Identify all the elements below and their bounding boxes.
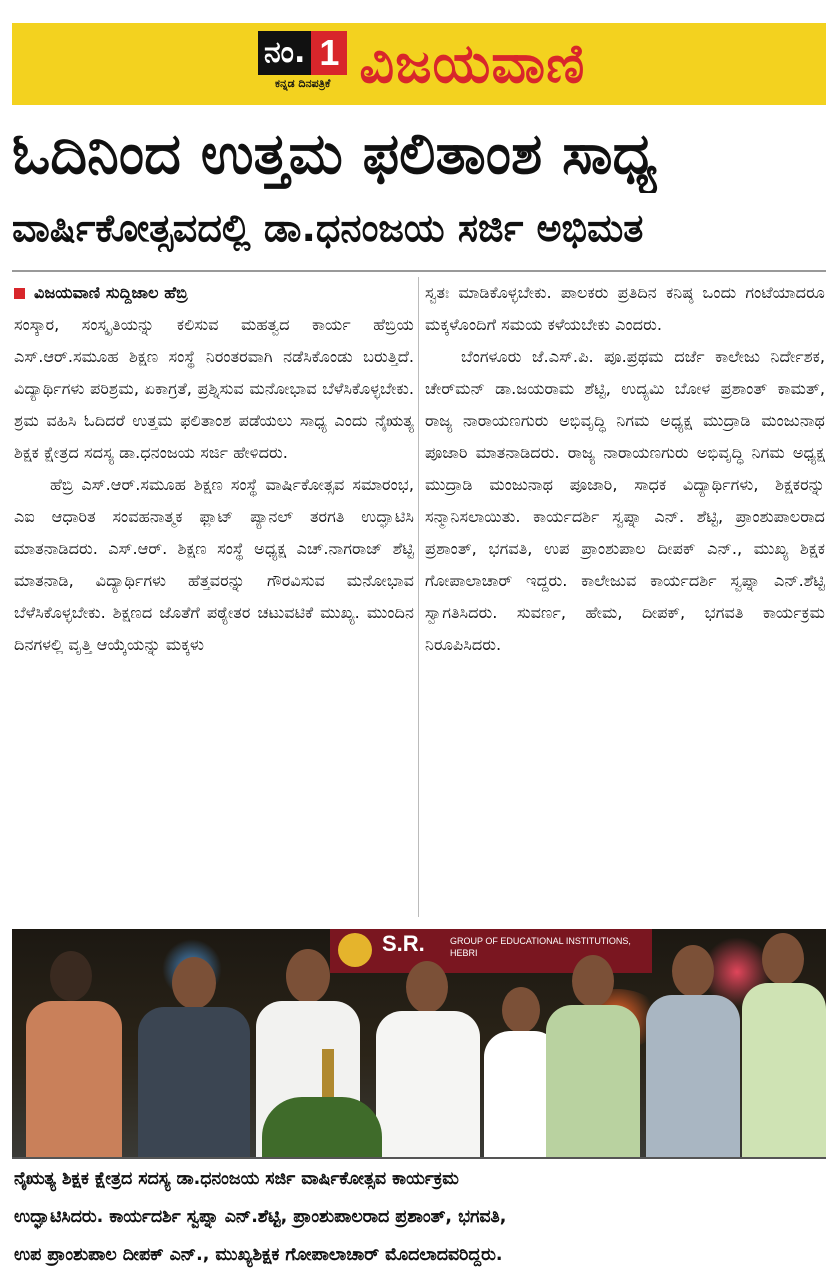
- no1-logo: [258, 31, 347, 91]
- paragraph-guests: ಬೆಂಗಳೂರು ಜೆ.ಎಸ್.ಪಿ. ಪೂ.ಪ್ರಥಮ ದರ್ಜೆ ಕಾಲೇಜು ನಿರ್ದೇಶಕ, ಚೇರ್‌ಮನ್ ಡಾ.ಜಯರಾಮ ಶೆಟ್ಟಿ, ಉದ್ಯಮಿ ಬೋಳ ಪ್ರಶಾಂತ್ ಕಾಮತ್, ರಾಜ್ಯ ನಾರಾಯಣಗುರು ಅಭಿವೃದ್ಧಿ ನಿಗಮ ಅಧ್ಯಕ್ಷ ಮುದ್ರಾಡಿ ಮಂಜುನಾಥ ಪೂಜಾರಿ ಮಾತನಾಡಿದರು. ರಾಜ್ಯ ನಾರಾಯಣಗುರು ಅಭಿವೃದ್ಧಿ ನಿಗಮ ಅಧ್ಯಕ್ಷ ಮುದ್ರಾಡಿ ಮಂಜುನಾಥ ಪೂಜಾರಿ, ಸಾಧಕ ವಿದ್ಯಾರ್ಥಿಗಳು, ಶಿಕ್ಷಕರನ್ನು ಸನ್ಮಾನಿಸಲಾಯಿತು. ಕಾರ್ಯದರ್ಶಿ ಸ್ವಪ್ನಾ ಎನ್. ಶೆಟ್ಟಿ, ಪ್ರಾಂಶುಪಾಲರಾದ ಪ್ರಶಾಂತ್, ಭಗವತಿ, ಉಪ ಪ್ರಾಂಶುಪಾಲ ದೀಪಕ್ ಎನ್., ಮುಖ್ಯ ಶಿಕ್ಷಕ ಗೋಪಾಲಾಚಾರ್ ಇದ್ದರು. ಕಾಲೇಜುವ ಕಾರ್ಯದರ್ಶಿ ಸ್ವಪ್ನಾ ಎನ್.ಶೆಟ್ಟಿ ಸ್ವಾಗತಿಸಿದರು. ಸುವರ್ಣ, ಹೇಮ, ದೀಪಕ್, ಭಗವತಿ ಕಾರ್ಯಕ್ರಮ ನಿರೂಪಿಸಿದರು.: [425, 347, 825, 654]
- banner-title: S.R.: [382, 931, 425, 956]
- article-column-left: [14, 277, 414, 661]
- logo-one-text: 1: [311, 31, 347, 75]
- caption-divider: [12, 1157, 826, 1159]
- article-headline: ಓದಿನಿಂದ ಉತ್ತಮ ಫಲಿತಾಂಶ ಸಾಧ್ಯ: [12, 121, 658, 187]
- masthead: [12, 23, 826, 105]
- headline-divider: [12, 270, 826, 272]
- no1-logo-mark: [258, 31, 347, 75]
- person-grey-shirt: [642, 945, 742, 1157]
- caption-line-3: ಉಪ ಪ್ರಾಂಶುಪಾಲ ದೀಪಕ್ ಎನ್., ಮುಖ್ಯಶಿಕ್ಷಕ ಗೋಪಾಲಾಚಾರ್ ಮೊದಲಾದವರಿದ್ದರು.: [14, 1245, 503, 1265]
- person-light-green-shirt: [740, 933, 826, 1157]
- caption-line-1: ನೈಋತ್ಯ ಶಿಕ್ಷಕ ಕ್ಷೇತ್ರದ ಸದಸ್ಯ ಡಾ.ಧನಂಜಯ ಸರ್ಜಿ ವಾರ್ಷಿಕೋತ್ಸವ ಕಾರ್ಯಕ್ರಮ: [14, 1169, 459, 1189]
- person-woman: [20, 951, 125, 1157]
- person-chief-guest: [372, 961, 482, 1157]
- column-divider: [418, 277, 419, 917]
- newspaper-brand: ವಿಜಯವಾಣಿ: [359, 32, 586, 95]
- event-photo: [12, 929, 826, 1157]
- caption-line-2: ಉದ್ಘಾಟಿಸಿದರು. ಕಾರ್ಯದರ್ಶಿ ಸ್ವಪ್ನಾ ಎನ್.ಶೆಟ್ಟಿ, ಪ್ರಾಂಶುಪಾಲರಾದ ಪ್ರಶಾಂತ್, ಭಗವತಿ,: [14, 1207, 507, 1227]
- person-green-shirt: [542, 955, 642, 1157]
- photo-caption: [14, 1160, 828, 1274]
- masthead-logo-group: [258, 31, 585, 97]
- logo-no-text: ನಂ.: [258, 31, 311, 75]
- paragraph-intro: ಸಂಸ್ಕಾರ, ಸಂಸ್ಕೃತಿಯನ್ನು ಕಲಿಸುವ ಮಹತ್ವದ ಕಾರ್ಯ ಹೆಬ್ರಿಯ ಎಸ್.ಆರ್.ಸಮೂಹ ಶಿಕ್ಷಣ ಸಂಸ್ಥೆ ನಿರಂತರವಾಗಿ ನಡೆಸಿಕೊಂಡು ಬರುತ್ತಿದೆ. ವಿದ್ಯಾರ್ಥಿಗಳು ಪರಿಶ್ರಮ, ಏಕಾಗ್ರತೆ, ಪ್ರಶ್ನಿಸುವ ಮನೋಭಾವ ಬೆಳೆಸಿಕೊಳ್ಳಬೇಕು. ಶ್ರಮ ವಹಿಸಿ ಓದಿದರೆ ಉತ್ತಮ ಫಲಿತಾಂಶ ಪಡೆಯಲು ಸಾಧ್ಯ ಎಂದು ನೈಋತ್ಯ ಶಿಕ್ಷಕ ಕ್ಷೇತ್ರದ ಸದಸ್ಯ ಡಾ.ಧನಂಜಯ ಸರ್ಜಿ ಹೇಳಿದರು.: [14, 315, 414, 462]
- logo-tagline: ಕನ್ನಡ ದಿನಪತ್ರಿಕೆ: [275, 77, 331, 90]
- article-subheadline: ವಾರ್ಷಿಕೋತ್ಸವದಲ್ಲಿ ಡಾ.ಧನಂಜಯ ಸರ್ಜಿ ಅಭಿಮತ: [12, 206, 644, 250]
- paragraph-continued: ಸ್ವತಃ ಮಾಡಿಕೊಳ್ಳಬೇಕು. ಪಾಲಕರು ಪ್ರತಿದಿನ ಕನಿಷ್ಠ ಒಂದು ಗಂಟೆಯಾದರೂ ಮಕ್ಕಳೊಂದಿಗೆ ಸಮಯ ಕಳೆಯಬೇಕು ಎಂದರು.: [425, 283, 825, 334]
- banner-subtitle: GROUP OF EDUCATIONAL INSTITUTIONS, HEBRI: [450, 936, 631, 958]
- article-column-right: [425, 277, 825, 661]
- byline-text: ವಿಜಯವಾಣಿ ಸುದ್ದಿಜಾಲ ಹೆಬ್ರಿ: [34, 283, 188, 302]
- paragraph-event: ಹೆಬ್ರಿ ಎಸ್.ಆರ್.ಸಮೂಹ ಶಿಕ್ಷಣ ಸಂಸ್ಥೆ ವಾರ್ಷಿಕೋತ್ಸವ ಸಮಾರಂಭ, ಎಐ ಆಧಾರಿತ ಸಂವಹನಾತ್ಮಕ ಫ್ಲಾಟ್ ಪ್ಯಾನಲ್ ತರಗತಿ ಉದ್ಘಾಟಿಸಿ ಮಾತನಾಡಿದರು. ಎಸ್.ಆರ್. ಶಿಕ್ಷಣ ಸಂಸ್ಥೆ ಅಧ್ಯಕ್ಷ ಎಚ್.ನಾಗರಾಜ್ ಶೆಟ್ಟಿ ಮಾತನಾಡಿ, ವಿದ್ಯಾರ್ಥಿಗಳು ಹೆತ್ತವರನ್ನು ಗೌರವಿಸುವ ಮನೋಭಾವ ಬೆಳೆಸಿಕೊಳ್ಳಬೇಕು. ಶಿಕ್ಷಣದ ಜೊತೆಗೆ ಪಠ್ಯೇತರ ಚಟುವಟಿಕೆ ಮುಖ್ಯ. ಮುಂದಿನ ದಿನಗಳಲ್ಲಿ ವೃತ್ತಿ ಆಯ್ಕೆಯನ್ನು ಮಕ್ಕಳು: [14, 475, 414, 654]
- decorative-plants: [262, 1097, 382, 1157]
- person-suit: [132, 957, 252, 1157]
- byline-square-icon: [14, 288, 25, 299]
- byline: [14, 277, 414, 309]
